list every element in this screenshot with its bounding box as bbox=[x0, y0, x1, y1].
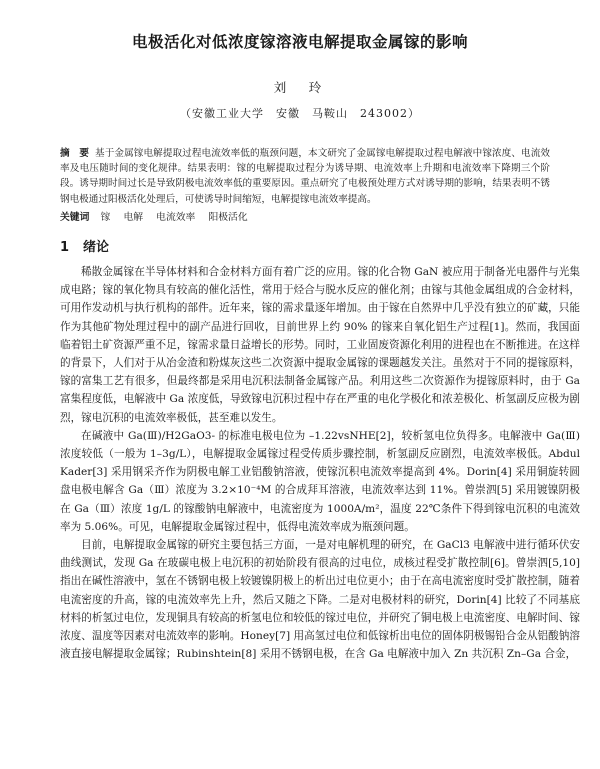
paper-title: 电极活化对低浓度镓溶液电解提取金属镓的影响 bbox=[131, 33, 468, 51]
author-affiliation: （安徽工业大学 安徽 马鞍山 243002） bbox=[180, 107, 420, 120]
abstract bbox=[60, 146, 550, 207]
section-title: 绪论 bbox=[83, 240, 110, 255]
body-text bbox=[60, 263, 580, 663]
paragraph: 稀散金属镓在半导体材料和合金材料方面有着广泛的应用。镓的化合物 GaN 被应用于制备光电器件与光集成电路；镓的氧化物具有较高的催化活性，常用于烃合与脱水反应的催化剂；由镓与其他金属组成的合金材料，可用作发动机与执行机构的部件。近年来，镓的需求量逐年增加。由于镓在自然界中几乎没有独立的矿藏，只能作为其他矿物处理过程中的副产品进行回收，目前世界上约 90% 的镓来自氧化铝生产过程[1]。然而，我国面临着铝土矿资源严重不足，镓需求量日益增长的形势。同时，工业固废资源化利用的进程也在不断推进。在这样的背景下，人们对于从冶金渣和粉煤灰这些二次资源中提取金属镓的课题越发关注。虽然对于不同的提镓原料，镓的富集工艺有很多，但最终都是采用电沉积法制备金属镓产品。利用这些二次资源作为提镓原料时，由于 Ga 富集程度低，电解液中 Ga 浓度低，导致镓电沉积过程中存在严重的电化学极化和浓差极化、析氢副反应极为剧烈，镓电沉积的电流效率极低，甚至难以发生。 bbox=[60, 266, 580, 424]
keyword: 电流效率 bbox=[156, 212, 196, 223]
author-name: 刘 玲 bbox=[273, 80, 327, 95]
paragraph: 目前，电解提取金属镓的研究主要包括三方面，一是对电解机理的研究，在 GaCl3 电解液中进行循环伏安曲线测试，发现 Ga 在玻碳电极上电沉积的初始阶段有很高的过电位，成核过程受扩散控制[6]。曾崇泗[5,10] 指出在碱性溶液中，氢在不锈钢电极上较镀镍阴极上的析出过电位更小；由于在高电流密度时受扩散控制，随着电流密度的升高，镓的电流效率先上升，然后又随之下降。二是对电极材料的研究，Dorin[4] 比较了不同基底材料的析氢过电位，发现铜具有较高的析氢电位和较低的镓过电位，并研究了铜电极上电流密度、电解时间、镓浓度、温度等因素对电流效率的影响。Honey[7] 用高氢过电位和低镓析出电位的固体阴极锡铅合金从铝酸钠溶液直接电解提取金属镓；Rubinshtein[8] 采用不锈钢电极，在含 Ga 电解液中加入 Zn 共沉积 Zn–Ga 合金， bbox=[60, 539, 580, 661]
paragraph: 在碱液中 Ga(Ⅲ)/H2GaO3- 的标准电极电位为 –1.22vsNHE[2]，较析氢电位负得多。电解液中 Ga(Ⅲ)浓度较低（一般为 1–3g/L），电解提取金属镓过程受传质步骤控制，析氢副反应剧烈，电流效率极低。Abdul Kader[3] 采用钢采齐作为阴极电解工业铝酸钠溶液，使镓沉积电流效率提高到 4%。Dorin[4] 采用铜旋转圆盘电极电解含 Ga（Ⅲ）浓度为 3.2×10⁻⁴M 的合成拜耳溶液，电流效率达到 11%。曾崇泗[5] 采用镀镍阴极在 Ga（Ⅲ）浓度 1g/L 的镓酸钠电解液中，电流密度为 1000A/m²，温度 22℃条件下得到镓电沉积的电流效率为 5.06%。可见，电解提取金属镓过程中，低得电流效率成为瓶颈问题。 bbox=[60, 429, 580, 533]
section-heading bbox=[60, 236, 109, 255]
abstract-label: 摘 要 bbox=[60, 148, 90, 159]
keywords bbox=[60, 210, 550, 225]
abstract-text: 基于金属镓电解提取过程电流效率低的瓶颈问题，本文研究了金属镓电解提取过程电解液中镓浓度、电流效率及电压随时间的变化规律。结果表明：镓的电解提取过程分为诱导期、电流效率上升期和电流效率下降期三个阶段。诱导期时间过长是导致阴极电流效率低的重要原因。重点研究了电极预处理方式对诱导期的影响，结果表明不锈钢电极通过阳极活化处理后，可使诱导时间缩短，电解提镓电流效率提高。 bbox=[60, 148, 551, 205]
keyword: 电解 bbox=[123, 212, 144, 223]
section-number: 1 bbox=[60, 240, 70, 255]
keywords-label: 关键词 bbox=[60, 212, 90, 223]
keyword: 镓 bbox=[100, 212, 111, 223]
keyword: 阳极活化 bbox=[208, 212, 248, 223]
